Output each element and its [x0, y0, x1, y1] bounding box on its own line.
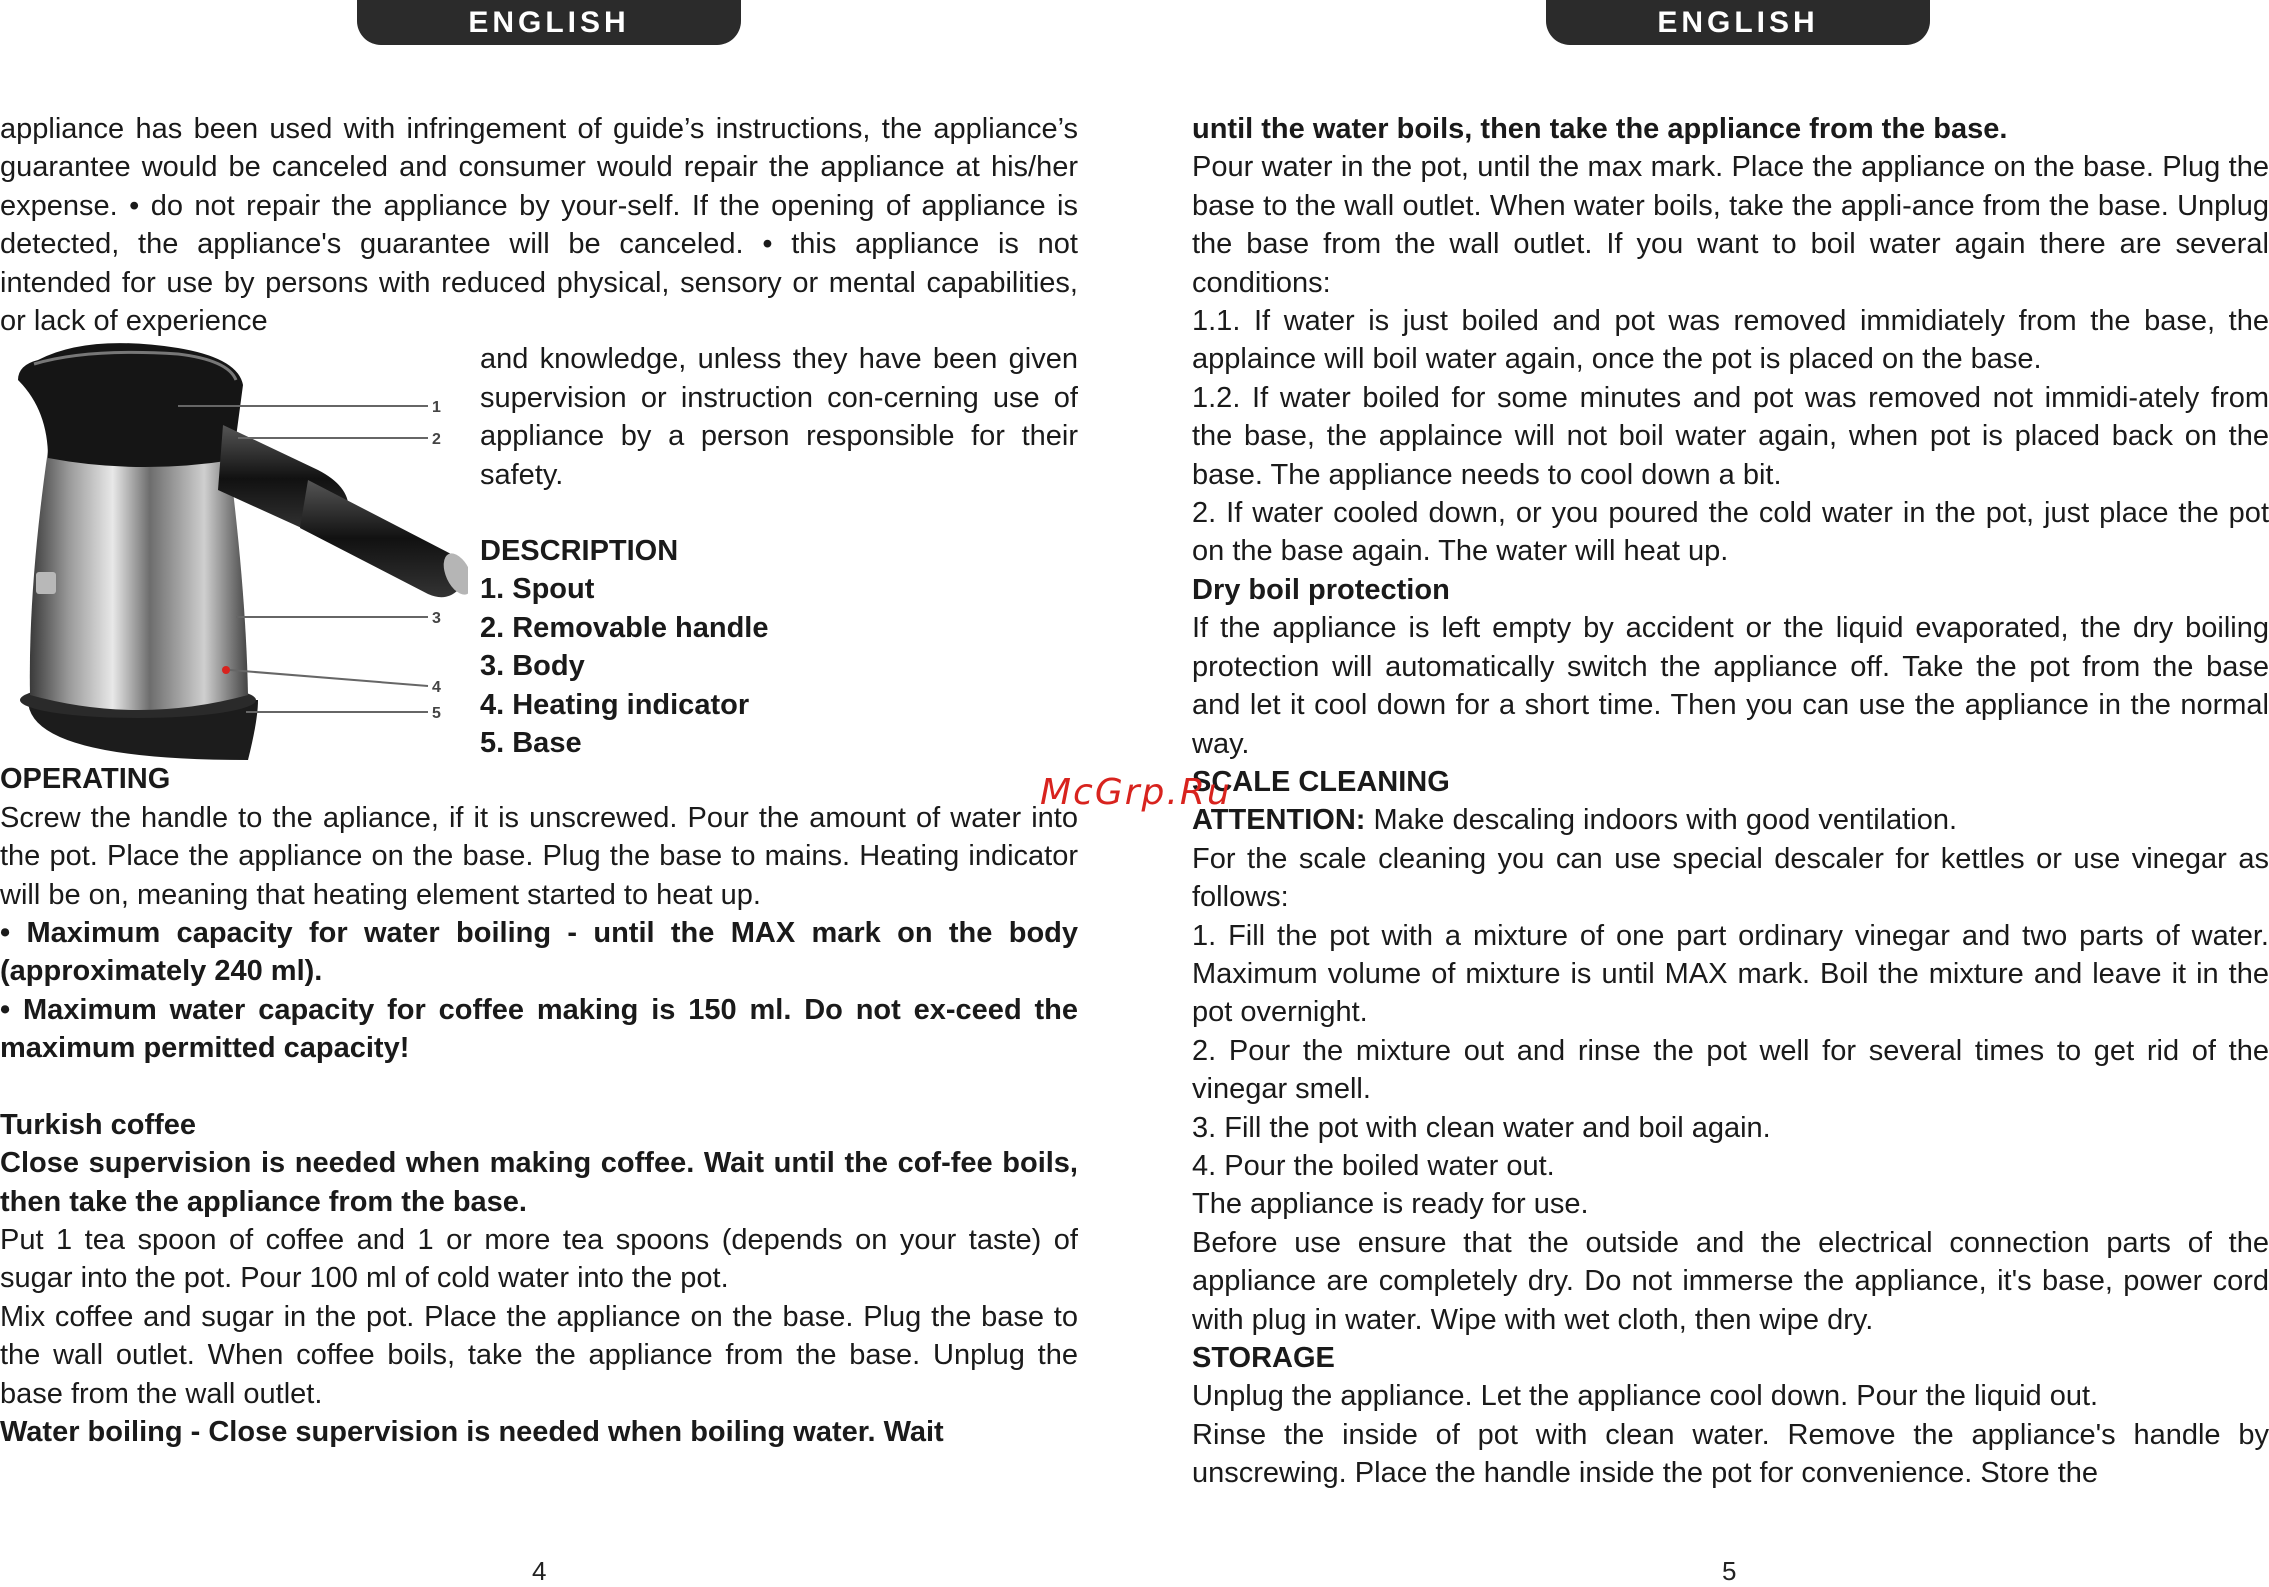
- dry-boil-text: If the appliance is left empty by accident or the liquid evaporated, the dry boiling protection will automatically switch the appliance off. Take the pot from the base and let it cool down for a short time. Then you can use the appliance in the normal way.: [1192, 612, 2269, 760]
- operating-text: Screw the handle to the apliance, if it is unscrewed. Pour the amount of water into the pot. Place the appliance on the base. Plug the base to mains. Heating indicator will be on, meaning that heating element started to heat up.: [0, 801, 1078, 911]
- intro-paragraph: appliance has been used with infringement of guide’s instructions, the appliance’s guarantee would be canceled and consumer would repair the appliance at his/her expense. • do not repair the appliance by your-self. If the opening of appliance is detected, the appliance's guarantee will be canceled. • this appliance is not intended for use by persons with reduced physical, sensory or mental capabilities, or lack of experience: [0, 113, 1078, 338]
- bullet-coffee-capacity: • Maximum water capacity for coffee making is 150 ml. Do not ex-ceed the maximum permitted capacity!: [0, 993, 1078, 1065]
- figure-row: [0, 340, 1078, 760]
- turkish-coffee-title: Turkish coffee: [0, 1108, 197, 1141]
- callout-4: 4: [432, 679, 441, 697]
- scale-cleaning-title: SCALE CLEANING: [1192, 765, 1450, 798]
- operating-title: OPERATING: [0, 763, 171, 796]
- watermark: McGrp.Ru: [1040, 772, 1232, 813]
- scale-step-1: 1. Fill the pot with a mixture of one part ordinary vinegar and two parts of water. Maximum volume of mixture is until MAX mark. Boil the mixture and leave it in the pot overnight.: [1192, 919, 2269, 1029]
- language-header-tab: ENGLISH: [1546, 0, 1930, 45]
- scale-intro: For the scale cleaning you can use special descaler for kettles or use vinegar as follows:: [1192, 842, 2269, 914]
- callout-2: 2: [432, 431, 441, 449]
- scale-step-4: 4. Pour the boiled water out.: [1192, 1149, 1555, 1182]
- attention-line: [1192, 801, 2269, 839]
- figure-side-text: [480, 340, 1078, 762]
- description-item-body: 3. Body: [480, 650, 585, 683]
- storage-step-2: Rinse the inside of pot with clean water. Remove the appliance's handle by unscrewing. Place the handle inside the pot for convenience. Store the: [1192, 1418, 2269, 1490]
- scale-step-2: 2. Pour the mixture out and rinse the pot well for several times to get rid of the vinegar smell.: [1192, 1034, 2269, 1106]
- left-column: [0, 110, 1078, 1451]
- callout-1: 1: [432, 399, 441, 417]
- attention-label: ATTENTION:: [1192, 804, 1366, 837]
- page-number-left: 4: [532, 1556, 547, 1586]
- description-item-indicator: 4. Heating indicator: [480, 688, 750, 721]
- water-boiling-steps: Pour water in the pot, until the max mark. Place the appliance on the base. Plug the base to the wall outlet. When water boils, take the appli-ance from the base. Unplug the base from the wall outlet. If you want to boil water again there are several conditions:: [1192, 151, 2269, 299]
- right-column: [1192, 110, 2269, 1493]
- description-item-spout: 1. Spout: [480, 573, 595, 606]
- condition-1-1: 1.1. If water is just boiled and pot was removed immidiately from the base, the applaince will boil water again, once the pot is placed on the base.: [1192, 305, 2269, 376]
- water-boiling-warning: Water boiling - Close supervision is needed when boiling water. Wait: [0, 1415, 944, 1448]
- description-item-base: 5. Base: [480, 727, 582, 760]
- beside-figure-text: and knowledge, unless they have been given supervision or instruction con-cerning use of appliance by a person responsible for their safety.: [480, 343, 1078, 491]
- water-boiling-continued: until the water boils, then take the appliance from the base.: [1192, 113, 2008, 145]
- scale-step-3: 3. Fill the pot with clean water and boil again.: [1192, 1111, 1771, 1144]
- page-number-right: 5: [1722, 1556, 1737, 1586]
- description-item-handle: 2. Removable handle: [480, 611, 769, 644]
- storage-step-1: Unplug the appliance. Let the appliance cool down. Pour the liquid out.: [1192, 1380, 2099, 1413]
- condition-1-2: 1.2. If water boiled for some minutes and pot was removed not immidi-ately from the base, the applaince will not boil water again, when pot is placed back on the base. The appliance needs to cool down a bit.: [1192, 381, 2269, 491]
- storage-title: STORAGE: [1192, 1342, 1335, 1374]
- callout-5: 5: [432, 705, 441, 723]
- turkish-coffee-warning: Close supervision is needed when making coffee. Wait until the cof-fee boils, then take the appliance from the base.: [0, 1147, 1078, 1218]
- language-header-tab: ENGLISH: [357, 0, 741, 45]
- scale-ready: The appliance is ready for use.: [1192, 1188, 1589, 1221]
- description-title: DESCRIPTION: [480, 535, 679, 568]
- condition-2: 2. If water cooled down, or you poured the cold water in the pot, just place the pot on the base again. The water will heat up.: [1192, 497, 2269, 568]
- turkish-coffee-step-2: Mix coffee and sugar in the pot. Place the appliance on the base. Plug the base to the wall outlet. When coffee boils, take the appliance from the base. Unplug the base from the wall outlet.: [0, 1300, 1078, 1410]
- callout-3: 3: [432, 610, 441, 628]
- turkish-coffee-step-1: Put 1 tea spoon of coffee and 1 or more tea spoons (depends on your taste) of sugar into the pot. Pour 100 ml of cold water into the pot.: [0, 1223, 1078, 1295]
- attention-text: Make descaling indoors with good ventilation.: [1365, 804, 1958, 837]
- right-page: [1192, 0, 2269, 1584]
- coffee-pot-figure: [8, 340, 468, 760]
- dry-boil-title: Dry boil protection: [1192, 573, 1450, 606]
- left-page: [0, 0, 1080, 1584]
- scale-safety: Before use ensure that the outside and the electrical connection parts of the appliance are completely dry. Do not immerse the appliance, it's base, power cord with plug in water. Wipe with wet cloth, then wipe dry.: [1192, 1226, 2269, 1336]
- bullet-max-capacity: • Maximum capacity for water boiling - until the MAX mark on the body (approximately 240 ml).: [0, 917, 1078, 988]
